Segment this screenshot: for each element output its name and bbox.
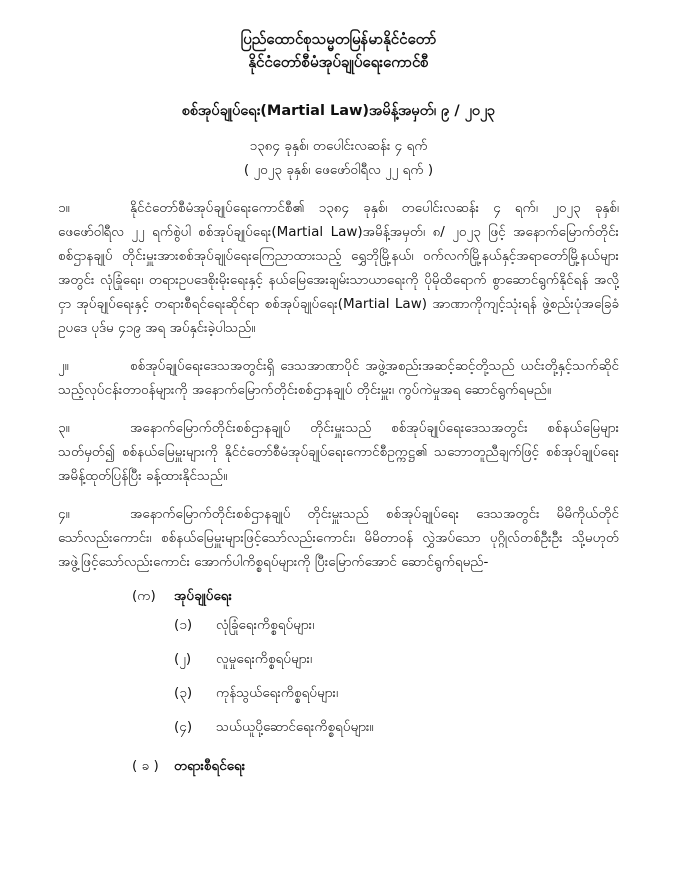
- section-administration: [58, 584, 619, 608]
- council-name: နိုင်ငံတော်စီမံအုပ်ချုပ်ရေးကောင်စီ: [248, 53, 429, 71]
- paragraph-number: ၂။: [58, 358, 69, 374]
- item-text: လုံခြုံရေးကိစ္စရပ်များ၊: [216, 617, 315, 633]
- item-text: သယ်ယူပို့ဆောင်ရေးကိစ္စရပ်များ။: [216, 719, 374, 735]
- item-marker: (၃): [174, 685, 193, 701]
- item-text: လူမှုရေးကိစ္စရပ်များ၊: [216, 651, 313, 667]
- paragraph-number: ၁။: [58, 200, 70, 216]
- item-marker: (၁): [174, 617, 193, 633]
- section-label: တရားစီရင်ရေး: [174, 758, 246, 774]
- item-marker: (၂): [174, 651, 192, 667]
- paragraph-2: [58, 354, 619, 402]
- list-item: [174, 642, 619, 676]
- paragraph-text: နိုင်ငံတော်စီမံအုပ်ချုပ်ရေးကောင်စီ၏ ၁၃၈၄ ခုနှစ်၊ တပေါင်းလဆန်း ၄ ရက်၊ ၂၀၂၃ ခုနှစ်၊ ဖေဖော်ဝါရီလ ၂၂ ရက်စွဲပါ စစ်အုပ်ချုပ်ရေး(Martial Law)အမိန့်အမှတ်၊ ၈/ ၂၀၂၃ ဖြင့် အနောက်မြောက်တိုင်းစစ်ဌာနချုပ် တိုင်းမှူးအားစစ်အုပ်ချုပ်ရေးကြေညာထားသည့် ရွှေဘိုမြို့နယ်၊ ဝက်လက်မြို့နယ်နှင့်အရာတော်မြို့နယ်များအတွင်း လုံခြုံရေး၊ တရားဥပဒေစိုးမိုးရေးနှင့် နယ်မြေအေးချမ်းသာယာရေးကို ပိုမိုထိရောက် စွာဆောင်ရွက်နိုင်ရန် အလို့ငှာ အုပ်ချုပ်ရေးနှင့် တရားစီရင်ရေးဆိုင်ရာ စစ်အုပ်ချုပ်ရေး(Martial Law) အာဏာကိုကျင့်သုံးရန် ဖွဲ့စည်းပုံအခြေခံဥပဒေ ပုဒ်မ ၄၁၉ အရ အပ်နှင်းခဲ့ပါသည်။: [58, 200, 619, 336]
- paragraph-text: အနောက်မြောက်တိုင်းစစ်ဌာနချုပ် တိုင်းမှူးသည် စစ်အုပ်ချုပ်ရေးဒေသအတွင်း စစ်နယ်မြေများ သတ်မှတ်၍ စစ်နယ်မြေမှူးများကို နိုင်ငံတော်စီမံအုပ်ချုပ်ရေးကောင်စီဥက္ကဋ္ဌ၏ သဘောတူညီချက်ဖြင့် စစ်အုပ်ချုပ်ရေးအမိန့်ထုတ်ပြန်ပြီး ခန့်ထားနိုင်သည်။: [58, 420, 619, 484]
- list-item: [174, 608, 619, 642]
- list-item: [174, 710, 619, 744]
- list-item: [174, 676, 619, 710]
- paragraph-4: [58, 502, 619, 574]
- document-header: [58, 28, 619, 182]
- order-title: စစ်အုပ်ချုပ်ရေး(Martial Law)အမိန့်အမှတ်၊ ၉ / ၂၀၂၃: [181, 103, 496, 119]
- item-text: ကုန်သွယ်ရေးကိစ္စရပ်များ၊: [216, 685, 339, 701]
- section-marker: ( ခ ): [132, 758, 159, 774]
- paragraph-3: [58, 416, 619, 488]
- section-marker: (က): [132, 588, 156, 604]
- date-myanmar-calendar: ၁၃၈၄ ခုနှစ်၊ တပေါင်းလဆန်း ၄ ရက်: [249, 138, 428, 154]
- country-name: ပြည်ထောင်စုသမ္မတမြန်မာနိုင်ငံတော်: [240, 30, 437, 48]
- section-judiciary: [58, 754, 619, 778]
- paragraph-number: ၃။: [58, 420, 70, 436]
- section-label: အုပ်ချုပ်ရေး: [174, 588, 232, 604]
- order-dates: [58, 134, 619, 182]
- paragraph-text: စစ်အုပ်ချုပ်ရေးဒေသအတွင်းရှိ ဒေသအာဏာပိုင် အဖွဲ့အစည်းအဆင့်ဆင့်တို့သည် ယင်းတို့နှင့်သက်ဆိုင်သည့်လုပ်ငန်းတာဝန်များကို အနောက်မြောက်တိုင်းစစ်ဌာနချုပ် တိုင်းမှူး၊ ကွပ်ကဲမှုအရ ဆောင်ရွက်ရမည်။: [58, 358, 619, 398]
- item-marker: (၄): [174, 719, 193, 735]
- paragraph-text: အနောက်မြောက်တိုင်းစစ်ဌာနချုပ် တိုင်းမှူးသည် စစ်အုပ်ချုပ်ရေး ဒေသအတွင်း မိမိကိုယ်တိုင်သော်လည်းကောင်း၊ စစ်နယ်မြေမှူးများဖြင့်သော်လည်းကောင်း၊ မိမိတာဝန် လွှဲအပ်သော ပုဂ္ဂိုလ်တစ်ဦးဦး သို့မဟုတ် အဖွဲ့ဖြင့်သော်လည်းကောင်း အောက်ပါကိစ္စရပ်များကို ပြီးမြောက်အောင် ဆောင်ရွက်ရမည်-: [58, 506, 619, 570]
- paragraph-number: ၄။: [58, 506, 70, 522]
- date-gregorian: ( ၂၀၂၃ ခုနှစ်၊ ဖေဖော်ဝါရီလ ၂၂ ရက် ): [243, 162, 434, 178]
- paragraph-1: [58, 196, 619, 340]
